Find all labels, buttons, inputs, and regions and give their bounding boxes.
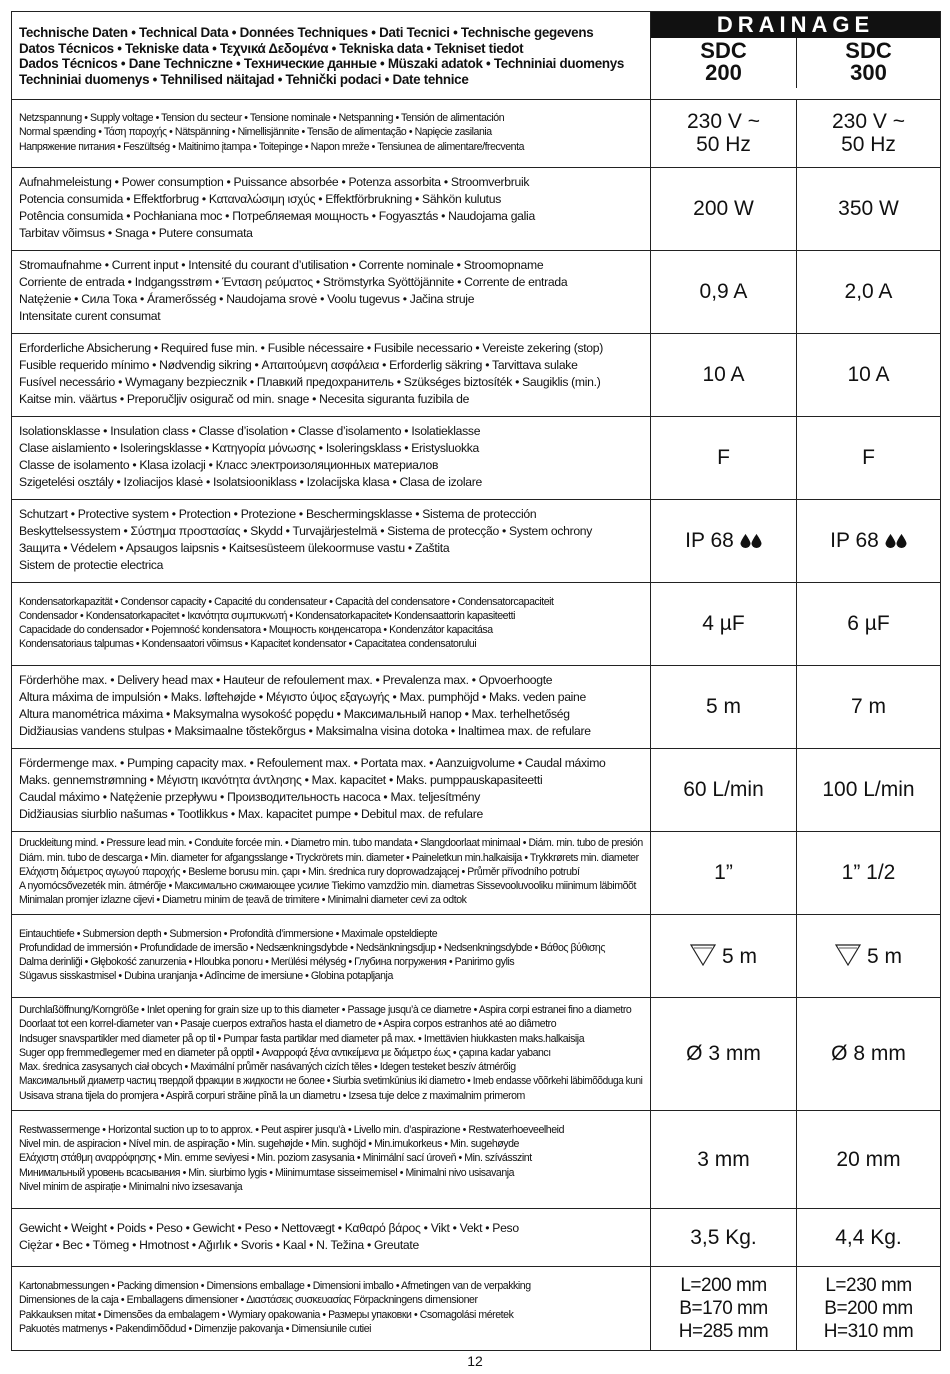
spec-description-line: Защита • Védelem • Apsaugos laipsnis • Kaitsesüsteem ülekoormuse vastu • Zaštita — [19, 541, 450, 555]
model-sdc-200 — [651, 38, 796, 88]
spec-description — [12, 753, 650, 826]
spec-value-cell-sdc300 — [797, 499, 941, 582]
spec-description-cell — [12, 1110, 651, 1208]
model-name: SDC — [845, 38, 892, 63]
spec-value: B=170 mm — [679, 1297, 768, 1319]
header-line: Datos Técnicos • Tekniske data • Τεχνικά Δεδομένα • Tekniska data • Tekniset tiedot — [19, 40, 524, 56]
spec-description-line: Doorlaat tot een korrel-diameter van • Pasaje cuerpos extraños hasta el diametro de • Aspira corpos estranhos até ao diâmetro — [19, 1018, 557, 1031]
spec-value: 10 A — [702, 363, 745, 386]
spec-description-line: Förderhöhe max. • Delivery head max • Hauteur de refoulement max. • Prevalenza max. • Opvoerhoogte — [19, 673, 553, 687]
spec-value: 3 mm — [697, 1147, 750, 1171]
spec-row-submersion-depth — [12, 914, 941, 997]
spec-value: 0,9 A — [699, 280, 748, 303]
spec-description — [12, 1001, 650, 1105]
spec-value: 60 L/min — [683, 778, 764, 801]
spec-value: Ø 3 mm — [686, 1042, 761, 1065]
spec-value: 50 Hz — [696, 133, 751, 156]
brand-cell — [651, 12, 941, 99]
spec-row-pumping-capacity — [12, 748, 941, 831]
spec-description-line: Classe de isolamento • Klasa izolacji • Класс электроизоляционных материалов — [19, 458, 439, 472]
spec-description — [12, 338, 650, 411]
spec-description-cell — [12, 499, 651, 582]
spec-description-line: Normal spænding • Τάση παροχής • Nätspänning • Nimellisjännite • Tensão de alimentação • Napięcie zasilania — [19, 126, 492, 139]
spec-description-line: Fusível necessário • Wymagany bezpiecznik • Плавкий предохранитель • Szükséges biztosíték • Saugiklis (min.) — [19, 375, 601, 389]
water-drops-icon — [740, 529, 762, 552]
spec-value: H=310 mm — [823, 1320, 914, 1342]
spec-value-cell-sdc300 — [797, 1266, 941, 1350]
spec-description-line: Corriente de entrada • Indgangsstrøm • Ένταση ρεύματος • Strömstyrka Syöttöjännite • Corrente de entrada — [19, 275, 568, 289]
spec-value-cell-sdc200 — [651, 1208, 797, 1266]
spec-description — [12, 421, 650, 494]
spec-description-line: Aufnahmeleistung • Power consumption • Puissance absorbée • Potenza assorbita • Stroomverbruik — [19, 175, 530, 189]
spec-value-cell-sdc300 — [797, 582, 941, 665]
spec-description-line: Maks. gennemstrømning • Μέγιστη ικανότητα άντλησης • Max. kapacitet • Maks. pumppauskapasiteetti — [19, 773, 543, 787]
spec-description-line: Schutzart • Protective system • Protection • Protezione • Beschermingsklasse • Sistema de protección — [19, 507, 537, 521]
spec-description — [12, 504, 650, 577]
spec-row-current-input — [12, 250, 941, 333]
spec-description-line: Capacidade do condensador • Pojemność kondensatora • Мощность конденсатора • Kondenzátor kapacitása — [19, 624, 493, 636]
spec-description-line: Ciężar • Вес • Tömeg • Hmotnost • Ağırlık • Svoris • Kaal • N. Težina • Greutate — [19, 1237, 419, 1252]
spec-value — [797, 943, 940, 968]
spec-description-cell — [12, 167, 651, 250]
spec-row-insulation-class — [12, 416, 941, 499]
spec-value-cell-sdc200 — [651, 914, 797, 997]
spec-value-cell-sdc200 — [651, 997, 797, 1110]
spec-value-text: IP 68 — [685, 529, 734, 552]
spec-value: 1” 1/2 — [841, 861, 896, 884]
spec-description-line: Ελάχιστη διάμετρος αγωγού παροχής • Besleme borusu min. çapı • Min. średnica rury doprowadzającej • Průměr přívodního potrubí — [19, 865, 580, 878]
spec-description-cell — [12, 416, 651, 499]
spec-value: 4 µF — [702, 612, 745, 635]
spec-value: B=200 mm — [824, 1297, 913, 1319]
spec-value — [651, 529, 796, 552]
model-number: 200 — [705, 60, 742, 85]
spec-value-cell-sdc200 — [651, 333, 797, 416]
spec-description-line: Natężenie • Сила Тока • Áramerősség • Naudojama srovė • Voolu tugevus • Jačina struje — [19, 292, 475, 306]
spec-description-line: Indsuger snavspartikler med diameter på op til • Pumpar fasta partiklar med diameter på max. • Imettävien hiukkasten maks.halkaisija — [19, 1032, 585, 1045]
spec-value-cell-sdc200 — [651, 99, 797, 167]
spec-value: F — [862, 446, 875, 469]
spec-value: 230 V ~ — [687, 110, 760, 133]
spec-description-line: A nyomócsővezeték min. átmérője • Максимально сжимающее усилие Tiekimo vamzdžio min. diametras Sissevooluvooliku miinimum läbimõõt — [19, 880, 636, 893]
spec-value: 350 W — [838, 197, 899, 220]
spec-description-line: Condensador • Kondensatorkapacitet • Ικανότητα συμπυκνωτή • Kondensatorkapacitet• Kondensaattorin kapasiteetti — [19, 609, 515, 622]
spec-description — [12, 255, 650, 328]
spec-description-line: Potencia consumida • Effektforbrug • Καταναλώσιμη ισχύς • Effektförbrukning • Sähkön kulutus — [19, 192, 502, 206]
model-name: SDC — [700, 38, 747, 63]
spec-description-line: Sügavus sisskastmisel • Dubina uranjanja • Adîncime de imersiune • Globina potapljanja — [19, 970, 393, 983]
spec-description-line: Pakkauksen mitat • Dimensões da embalagem • Wymiary opakowania • Размеры упаковки • Csomagolási méretek — [19, 1308, 514, 1321]
spec-value: L=230 mm — [825, 1274, 912, 1296]
spec-value-cell-sdc300 — [797, 748, 941, 831]
spec-value: 3,5 Kg. — [690, 1225, 757, 1249]
spec-value-text: 5 m — [721, 945, 757, 968]
spec-description — [12, 1277, 650, 1339]
spec-row-pressure-lead — [12, 831, 941, 914]
spec-value-cell-sdc200 — [651, 1110, 797, 1208]
spec-value: 50 Hz — [841, 133, 896, 156]
spec-value-cell-sdc300 — [797, 997, 941, 1110]
spec-description-cell — [12, 333, 651, 416]
spec-row-inlet-opening — [12, 997, 941, 1110]
header-line: Techniniai duomenys • Tehnilised näitajad • Tehnički podaci • Date tehnice — [19, 71, 469, 87]
spec-value-cell-sdc300 — [797, 416, 941, 499]
header-title-cell — [12, 12, 651, 100]
spec-description-cell — [12, 748, 651, 831]
model-sdc-300 — [797, 38, 940, 88]
model-cell-300 — [797, 38, 941, 88]
spec-description-line: Restwassermenge • Horizontal suction up to to approx. • Peut aspirer jusqu’à • Livello min. d’aspirazione • Restwaterhoeveelheid — [19, 1123, 565, 1136]
spec-description-line: Dalma derinliği • Głębokość zanurzenia • Hloubka ponoru • Merülési mélység • Глубина погружения • Panirimo gylis — [19, 956, 515, 968]
spec-description — [12, 172, 650, 245]
spec-description-line: Beskyttelsessystem • Σύστημα προστασίας • Skydd • Turvajärjestelmä • Sistema de protecção • System ochrony — [19, 524, 593, 538]
spec-value: Ø 8 mm — [831, 1042, 906, 1065]
spec-value-cell-sdc200 — [651, 665, 797, 748]
spec-row-required-fuse — [12, 333, 941, 416]
spec-description-line: Dimensiones de la caja • Emballagens dimensioner • Διαστάσεις συσκευασίας Förpackningens dimensioner — [19, 1294, 478, 1307]
spec-description-line: Fusible requerido mínimo • Nødvendig sikring • Απαιτούμενη ασφάλεια • Erforderlig säkring • Tarvittava sulake — [19, 358, 578, 372]
spec-description-line: Isolationsklasse • Insulation class • Classe d’isolation • Classe d’isolamento • Isolatieklasse — [19, 424, 481, 438]
spec-description-line: Fördermenge max. • Pumping capacity max. • Refoulement max. • Portata max. • Aanzuigvolume • Caudal máximo — [19, 756, 606, 770]
spec-description — [12, 834, 650, 910]
spec-description-line: Druckleitung mind. • Pressure lead min. • Conduite forcée min. • Diametro min. tubo mandata • Slangdoorlaat minimaal • Diám. min. tubo de presión — [19, 837, 643, 850]
spec-description — [12, 593, 650, 655]
spec-value: 4,4 Kg. — [835, 1225, 902, 1249]
header-line: Technische Daten • Technical Data • Données Techniques • Dati Tecnici • Technische gegevens — [19, 25, 594, 41]
spec-description-line: Erforderliche Absicherung • Required fuse min. • Fusible nécessaire • Fusibile necessario • Vereiste zekering (stop) — [19, 341, 604, 355]
spec-value-cell-sdc200 — [651, 748, 797, 831]
spec-description — [12, 1121, 650, 1197]
spec-value: 2,0 A — [844, 280, 893, 303]
spec-description-line: Usisava strana tijela do promjera • Aspiră corpuri străine pînă la un diametru • Izsesa tuje delce z maximalnim primerom — [19, 1089, 525, 1102]
spec-description-line: Altura máxima de impulsión • Maks. løftehøjde • Μέγιστο ύψος εξαγωγής • Max. pumphöjd • Maks. veden paine — [19, 690, 587, 704]
spec-description-line: Sistem de protectie electrica — [19, 558, 164, 572]
spec-value: H=285 mm — [678, 1320, 769, 1342]
spec-value: 1” — [714, 861, 733, 884]
spec-value: 20 mm — [836, 1147, 901, 1171]
spec-description-line: Ελάχιστη στάθμη αναρρόφησης • Min. emme seviyesi • Min. poziom zasysania • Minimální sací úroveň • Min. szívásszint — [19, 1152, 532, 1165]
spec-value: 200 W — [693, 197, 754, 220]
spec-value-cell-sdc200 — [651, 831, 797, 914]
spec-row-supply-voltage — [12, 99, 941, 167]
spec-description-line: Eintauchtiefe • Submersion depth • Submersion • Profondità d’immersione • Maximale opsteldiepte — [19, 927, 438, 940]
spec-value-cell-sdc300 — [797, 1110, 941, 1208]
spec-row-protective-system — [12, 499, 941, 582]
water-drops-icon — [885, 529, 907, 552]
submersion-triangle-icon — [835, 945, 867, 968]
spec-description-cell — [12, 250, 651, 333]
spec-description-line: Clase aislamiento • Isoleringsklasse • Κατηγορία μόνωσης • Isoleringsklass • Eristysluokka — [19, 441, 480, 455]
spec-value-cell-sdc300 — [797, 167, 941, 250]
spec-description — [12, 109, 650, 157]
spec-value-cell-sdc300 — [797, 914, 941, 997]
spec-value: 6 µF — [847, 612, 890, 635]
spec-description-cell — [12, 997, 651, 1110]
spec-value-cell-sdc200 — [651, 582, 797, 665]
spec-description-line: Durchlaßöffnung/Korngröße • Inlet opening for grain size up to this diameter • Passage jusqu’à ce diametre • Aspira corpi estranei fino a diametro — [19, 1004, 632, 1017]
spec-value: F — [717, 446, 730, 469]
spec-description-line: Szigetelési osztály • Izoliacijos klasė • Isolatsiooniklass • Izolacijska klasa • Clasa de izolare — [19, 475, 482, 489]
spec-row-weight — [12, 1208, 941, 1266]
spec-description-line: Diám. min. tubo de descarga • Min. diameter for afgangsslange • Tryckrörets min. diameter • Paineletkun min.halkaisija • Trykkrørets min. diameter — [19, 851, 639, 864]
spec-row-packing-dimension — [12, 1266, 941, 1350]
spec-description-line: Максимальный диаметр частиц твердой фракции в жидкости не более • Siurbia svetimkūnius iki diametro • Imeb endasse võõrkehi läbimõõduga kuni — [19, 1075, 643, 1088]
page-number: 12 — [467, 1353, 483, 1369]
spec-value-cell-sdc300 — [797, 831, 941, 914]
spec-description-line: Nivel min. de aspiracion • Nível min. de aspiração • Min. sugehøjde • Min. sughöjd • Min.imukorkeus • Min. sugehøyde — [19, 1138, 519, 1151]
spec-description-line: Tarbitav võimsus • Snaga • Putere consumata — [19, 226, 253, 240]
spec-description — [12, 670, 650, 743]
spec-value-cell-sdc300 — [797, 99, 941, 167]
spec-description-cell — [12, 831, 651, 914]
model-cell-200 — [651, 38, 797, 88]
spec-row-condenser-capacity — [12, 582, 941, 665]
spec-description-cell — [12, 1208, 651, 1266]
spec-description-line: Max. średnica zasysanych ciał obcych • Maximální průměr nasávaných cizích těles • Idegen testeket beszív átmérőig — [19, 1061, 516, 1074]
spec-description-line: Didžiausias siurblio našumas • Tootlikkus • Max. kapacitet pumpe • Debitul max. de refulare — [19, 807, 483, 821]
spec-row-power-consumption — [12, 167, 941, 250]
spec-value-text: 5 m — [866, 945, 902, 968]
spec-value-cell-sdc200 — [651, 499, 797, 582]
spec-description-cell — [12, 99, 651, 167]
spec-description-line: Netzspannung • Supply voltage • Tension du secteur • Tensione nominale • Netspanning • Tensión de alimentación — [19, 112, 505, 125]
spec-description-line: Kondensatoriaus talpumas • Kondensaatori võimsus • Kapacitet kondensator • Capacitatea condensatorului — [19, 638, 477, 651]
spec-description-line: Pakuotės matmenys • Pakendimõõdud • Dimenzije pakovanja • Dimensiunile cutiei — [19, 1322, 372, 1335]
spec-value: 230 V ~ — [832, 110, 905, 133]
spec-sheet — [11, 11, 940, 1351]
spec-description-line: Kartonabmessungen • Packing dimension • Dimensions emballage • Dimensioni imballo • Afmetingen van de verpakking — [19, 1280, 531, 1293]
spec-description-line: Минимальный уровень всасывания • Min. siurbimo lygis • Miinimumtase sisseimemisel • Minimalni nivo usisavanja — [19, 1166, 515, 1179]
spec-description-line: Potência consumida • Pochłaniana moc • Потребляемая мощность • Fogyasztás • Naudojama galia — [19, 209, 535, 223]
spec-value: 5 m — [705, 695, 741, 718]
spec-row-delivery-head — [12, 665, 941, 748]
spec-value: 100 L/min — [822, 778, 915, 801]
spec-value: 7 m — [850, 695, 886, 718]
spec-value: 10 A — [847, 363, 890, 386]
submersion-triangle-icon — [690, 945, 722, 968]
spec-description-cell — [12, 1266, 651, 1350]
spec-value-cell-sdc200 — [651, 250, 797, 333]
spec-description — [12, 925, 650, 987]
spec-description-line: Suger opp fremmedlegemer med en diameter på opptil • Αναρροφά ξένα αντικείμενα με διάμετρο έως • çapına kadar yabancı — [19, 1046, 551, 1059]
spec-value-cell-sdc200 — [651, 416, 797, 499]
spec-description-line: Profundidad de immersión • Profundidade de imersão • Nedsænkningsdybde • Nedsänkningsdjup • Nedsenkningsdybde • Βάθος βύθισης — [19, 941, 605, 954]
technical-data-table — [11, 11, 941, 1351]
spec-description-line: Kaitse min. väärtus • Preporučljiv osigurač od min. snage • Necesita siguranta fuzibila de — [19, 392, 470, 406]
spec-value-text: IP 68 — [830, 529, 879, 552]
spec-value-cell-sdc300 — [797, 665, 941, 748]
spec-description-line: Kondensatorkapazität • Condensor capacity • Capacité du condensateur • Capacità del condensatore • Condensatorcapaciteit — [19, 595, 554, 608]
spec-description-cell — [12, 665, 651, 748]
spec-row-horizontal-suction — [12, 1110, 941, 1208]
spec-description-line: Didžiausias vandens stulpas • Maksimaalne tõstekõrgus • Maksimalna visina dotoka • Inaltimea max. de refulare — [19, 724, 591, 738]
model-number: 300 — [850, 60, 887, 85]
spec-description-line: Nivel minim de aspirație • Minimalni nivo izsesavanja — [19, 1180, 243, 1193]
header-line: Dados Técnicos • Dane Techniczne • Технические данные • Müszaki adatok • Techniniai duomenys — [19, 56, 625, 72]
spec-value-cell-sdc300 — [797, 1208, 941, 1266]
spec-description-line: Minimalan promjer izlazne cijevi • Diametru minim de țeavă de trimitere • Minimalni diameter cevi za odtok — [19, 894, 467, 907]
spec-value-cell-sdc300 — [797, 250, 941, 333]
header-row — [12, 12, 941, 99]
spec-value: L=200 mm — [680, 1274, 767, 1296]
header-title — [12, 19, 650, 91]
spec-description-line: Напряжение питания • Feszültség • Maitinimo įtampa • Toitepinge • Napon mreže • Tensiunea de alimentare/frecventa — [19, 140, 525, 153]
spec-value — [651, 943, 796, 968]
spec-description-cell — [12, 582, 651, 665]
brand-label: DRAINAGE — [651, 12, 940, 38]
spec-description-line: Intensitate curent consumat — [19, 309, 161, 323]
spec-description-line: Caudal máximo • Natężenie przepływu • Производительность насоса • Max. teljesítmény — [19, 790, 480, 804]
spec-description-cell — [12, 914, 651, 997]
spec-value-cell-sdc200 — [651, 167, 797, 250]
spec-description-line: Altura manométrica máxima • Maksymalna wysokość popędu • Максимальный напор • Max. terhelhetőség — [19, 707, 570, 721]
spec-value-cell-sdc300 — [797, 333, 941, 416]
spec-description-line: Gewicht • Weight • Poids • Peso • Gewicht • Peso • Nettovægt • Καθαρό βάρος • Vikt • Vekt • Peso — [19, 1220, 519, 1235]
spec-value — [797, 529, 940, 552]
spec-description-line: Stromaufnahme • Current input • Intensité du courant d’utilisation • Corrente nominale • Stroomopname — [19, 258, 544, 272]
spec-value-cell-sdc200 — [651, 1266, 797, 1350]
spec-description — [12, 1218, 650, 1257]
